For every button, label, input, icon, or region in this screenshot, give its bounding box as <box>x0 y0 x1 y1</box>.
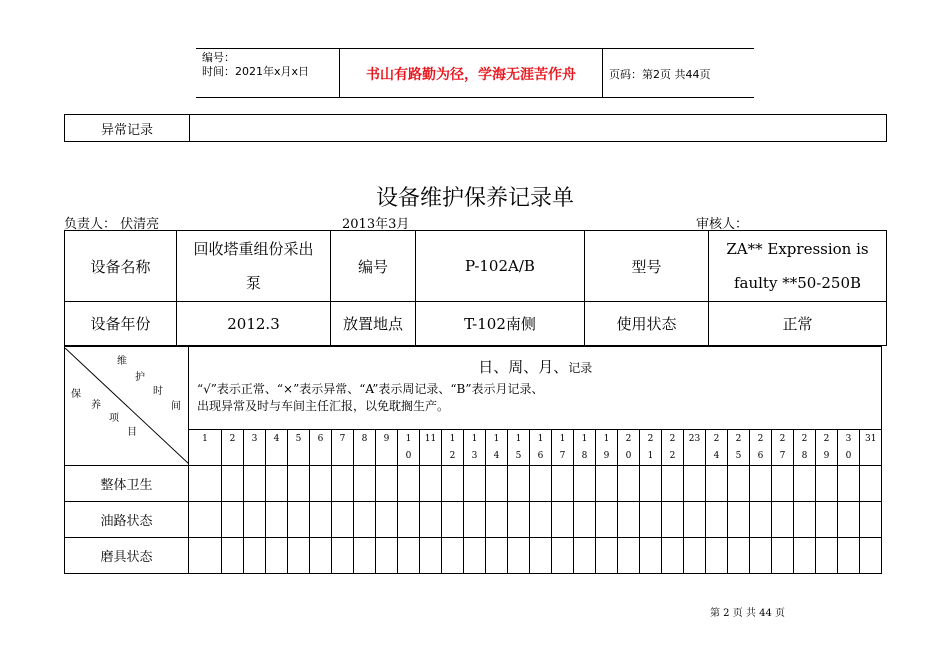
page-label: 页码：第2页 共44页 <box>609 68 711 81</box>
record-cell[interactable] <box>618 466 640 502</box>
legend-title <box>189 356 881 377</box>
day-number: 8 <box>361 434 368 444</box>
day-header-cell <box>222 430 244 466</box>
day-number: 11 <box>424 434 437 444</box>
record-cell[interactable] <box>398 502 420 538</box>
model-value <box>709 231 887 302</box>
legend-title-small: 记录 <box>568 361 593 375</box>
record-cell[interactable] <box>508 502 530 538</box>
record-cell[interactable] <box>574 538 596 574</box>
day-number: 1 <box>405 434 412 444</box>
day-header-cell <box>552 430 574 466</box>
record-cell[interactable] <box>310 502 332 538</box>
day-header-cell <box>310 430 332 466</box>
day-number: 1 <box>559 434 566 444</box>
day-header-cell <box>530 430 552 466</box>
day-number: 0 <box>845 451 852 461</box>
day-header-cell <box>618 430 640 466</box>
abnormal-record-field[interactable] <box>190 115 887 142</box>
record-cell[interactable] <box>508 538 530 574</box>
record-cell[interactable] <box>420 502 442 538</box>
record-cell[interactable] <box>750 502 772 538</box>
day-number: 31 <box>865 434 877 444</box>
day-header-cell <box>860 430 882 466</box>
day-number: 6 <box>537 451 544 461</box>
record-cell[interactable] <box>244 502 266 538</box>
location-label: 放置地点 <box>331 302 416 346</box>
day-header-cell <box>816 430 838 466</box>
diagonal-char: 护 <box>135 372 145 383</box>
record-cell[interactable] <box>486 538 508 574</box>
record-cell[interactable] <box>266 502 288 538</box>
record-cell[interactable] <box>728 538 750 574</box>
record-cell[interactable] <box>838 538 860 574</box>
record-cell[interactable] <box>354 466 376 502</box>
day-header-cell <box>662 430 684 466</box>
day-number: 0 <box>405 451 412 461</box>
record-cell[interactable] <box>442 538 464 574</box>
record-cell[interactable] <box>189 466 222 502</box>
day-number: 0 <box>625 451 632 461</box>
record-cell[interactable] <box>662 538 684 574</box>
record-cell[interactable] <box>794 466 816 502</box>
record-cell[interactable] <box>596 538 618 574</box>
record-cell[interactable] <box>794 502 816 538</box>
day-header-cell <box>398 430 420 466</box>
day-header-cell <box>574 430 596 466</box>
record-cell[interactable] <box>706 466 728 502</box>
day-header-cell <box>794 430 816 466</box>
record-cell[interactable] <box>552 502 574 538</box>
record-cell[interactable] <box>508 466 530 502</box>
equipment-name-line: 回收塔重组份采出 <box>193 240 314 258</box>
day-header-cell <box>288 430 310 466</box>
record-cell[interactable] <box>332 466 354 502</box>
abnormal-record-table <box>64 114 887 142</box>
maintenance-item-row <box>65 466 882 502</box>
day-number: 9 <box>383 434 390 444</box>
record-cell[interactable] <box>310 538 332 574</box>
diagonal-char: 目 <box>127 427 137 438</box>
diagonal-char: 时 <box>153 386 163 397</box>
record-cell[interactable] <box>376 538 398 574</box>
day-number: 5 <box>735 451 742 461</box>
record-cell[interactable] <box>574 502 596 538</box>
day-header-cell <box>640 430 662 466</box>
motto: 书山有路勤为径，学海无涯苦作舟 <box>366 67 576 83</box>
day-header-cell <box>750 430 772 466</box>
day-header-cell <box>706 430 728 466</box>
record-cell[interactable] <box>662 502 684 538</box>
record-cell[interactable] <box>750 466 772 502</box>
page-header <box>196 48 754 98</box>
day-number: 2 <box>625 434 632 444</box>
day-number: 8 <box>801 451 808 461</box>
equipment-year-value: 2012.3 <box>177 302 331 346</box>
day-number: 1 <box>449 434 456 444</box>
day-header-cell <box>838 430 860 466</box>
day-number: 4 <box>493 451 500 461</box>
day-number: 1 <box>581 434 588 444</box>
day-number: 7 <box>559 451 566 461</box>
record-cell[interactable] <box>464 538 486 574</box>
day-header-cell <box>354 430 376 466</box>
day-number: 9 <box>823 451 830 461</box>
record-cell[interactable] <box>244 538 266 574</box>
day-number: 4 <box>273 434 280 444</box>
record-cell[interactable] <box>530 466 552 502</box>
record-cell[interactable] <box>266 538 288 574</box>
record-cell[interactable] <box>816 466 838 502</box>
day-number: 2 <box>449 451 456 461</box>
day-number: 2 <box>713 434 720 444</box>
record-cell[interactable] <box>398 538 420 574</box>
record-cell[interactable] <box>354 502 376 538</box>
maintenance-item-label: 油路状态 <box>65 502 189 538</box>
record-cell[interactable] <box>640 502 662 538</box>
equipment-name-line: 泵 <box>245 274 261 292</box>
day-number: 3 <box>251 434 258 444</box>
record-cell[interactable] <box>684 502 706 538</box>
record-cell[interactable] <box>772 466 794 502</box>
day-header-cell <box>508 430 530 466</box>
time-label: 时间：2021年x月x日 <box>202 65 310 78</box>
record-cell[interactable] <box>288 466 310 502</box>
record-cell[interactable] <box>288 538 310 574</box>
record-cell[interactable] <box>189 538 222 574</box>
record-date: 2013年3月 <box>342 217 410 232</box>
day-number: 2 <box>779 434 786 444</box>
diagonal-char: 项 <box>109 413 119 424</box>
day-number: 2 <box>757 434 764 444</box>
record-cell[interactable] <box>332 502 354 538</box>
record-cell[interactable] <box>838 466 860 502</box>
day-number: 2 <box>669 434 676 444</box>
status-label: 使用状态 <box>585 302 709 346</box>
status-value: 正常 <box>709 302 887 346</box>
record-cell[interactable] <box>838 502 860 538</box>
day-number: 23 <box>688 434 701 444</box>
number-label: 编号： <box>202 51 235 64</box>
day-number: 1 <box>493 434 500 444</box>
record-cell[interactable] <box>222 466 244 502</box>
record-cell[interactable] <box>772 538 794 574</box>
record-cell[interactable] <box>464 502 486 538</box>
maintenance-item-row <box>65 538 882 574</box>
day-header-cell <box>464 430 486 466</box>
day-header-cell <box>266 430 288 466</box>
record-cell[interactable] <box>662 466 684 502</box>
day-number: 5 <box>295 434 302 444</box>
record-cell[interactable] <box>464 466 486 502</box>
day-number: 2 <box>801 434 808 444</box>
day-number: 9 <box>603 451 610 461</box>
record-cell[interactable] <box>442 466 464 502</box>
header-divider <box>602 49 603 97</box>
record-cell[interactable] <box>288 502 310 538</box>
record-cell[interactable] <box>530 502 552 538</box>
day-number: 1 <box>202 434 208 444</box>
day-header-cell <box>420 430 442 466</box>
day-number: 7 <box>339 434 346 444</box>
record-cell[interactable] <box>684 538 706 574</box>
day-number: 1 <box>515 434 522 444</box>
maintenance-item-row <box>65 502 882 538</box>
record-cell[interactable] <box>728 502 750 538</box>
diagonal-char: 维 <box>117 356 127 367</box>
record-cell[interactable] <box>860 502 882 538</box>
record-cell[interactable] <box>640 538 662 574</box>
record-cell[interactable] <box>552 538 574 574</box>
record-cell[interactable] <box>530 538 552 574</box>
record-cell[interactable] <box>816 502 838 538</box>
record-cell[interactable] <box>860 466 882 502</box>
model-line: ZA** Expression is <box>726 240 869 258</box>
day-header-cell <box>486 430 508 466</box>
day-number: 2 <box>669 451 676 461</box>
record-cell[interactable] <box>398 466 420 502</box>
model-label: 型号 <box>585 231 709 302</box>
header-meta <box>202 51 309 79</box>
day-header-cell <box>596 430 618 466</box>
day-number: 2 <box>823 434 830 444</box>
maintenance-item-label: 磨具状态 <box>65 538 189 574</box>
record-cell[interactable] <box>332 538 354 574</box>
record-cell[interactable] <box>706 538 728 574</box>
record-cell[interactable] <box>772 502 794 538</box>
day-number: 5 <box>515 451 522 461</box>
day-header-cell <box>728 430 750 466</box>
record-cell[interactable] <box>618 502 640 538</box>
day-number: 4 <box>713 451 720 461</box>
maintenance-record-table <box>64 346 882 574</box>
record-cell[interactable] <box>596 466 618 502</box>
equipment-year-label: 设备年份 <box>65 302 177 346</box>
equipment-name-label: 设备名称 <box>65 231 177 302</box>
diagonal-char: 间 <box>171 401 181 412</box>
record-cell[interactable] <box>266 466 288 502</box>
record-cell[interactable] <box>376 466 398 502</box>
day-number: 1 <box>471 434 478 444</box>
record-cell[interactable] <box>244 466 266 502</box>
record-cell[interactable] <box>596 502 618 538</box>
record-cell[interactable] <box>684 466 706 502</box>
day-number: 3 <box>845 434 852 444</box>
diagonal-char: 保 <box>71 389 81 400</box>
day-number: 8 <box>581 451 588 461</box>
record-cell[interactable] <box>816 538 838 574</box>
record-cell[interactable] <box>222 502 244 538</box>
day-header-cell <box>189 430 222 466</box>
day-number: 3 <box>471 451 478 461</box>
day-number: 1 <box>537 434 544 444</box>
day-number: 1 <box>603 434 610 444</box>
day-number: 6 <box>757 451 764 461</box>
record-cell[interactable] <box>750 538 772 574</box>
day-number: 1 <box>647 451 654 461</box>
day-header-cell <box>244 430 266 466</box>
legend-line: 出现异常及时与车间主任汇报，以免耽搁生产。 <box>197 399 450 413</box>
day-number: 2 <box>229 434 236 444</box>
record-cell[interactable] <box>420 466 442 502</box>
maintenance-item-label: 整体卫生 <box>65 466 189 502</box>
record-cell[interactable] <box>222 538 244 574</box>
record-cell[interactable] <box>420 538 442 574</box>
record-cell[interactable] <box>486 466 508 502</box>
model-line: faulty **50-250B <box>733 274 862 292</box>
record-cell[interactable] <box>640 466 662 502</box>
day-number: 2 <box>647 434 654 444</box>
responsible-person: 负责人： 伏清亮 <box>64 217 160 232</box>
page-title: 设备维护保养记录单 <box>375 186 574 211</box>
day-number: 7 <box>779 451 786 461</box>
record-cell[interactable] <box>442 502 464 538</box>
record-cell[interactable] <box>552 466 574 502</box>
day-header-cell <box>376 430 398 466</box>
diagonal-char: 养 <box>91 400 101 411</box>
abnormal-record-label: 异常记录 <box>65 115 190 142</box>
record-cell[interactable] <box>794 538 816 574</box>
record-cell[interactable] <box>618 538 640 574</box>
day-number: 6 <box>317 434 324 444</box>
record-cell[interactable] <box>376 502 398 538</box>
day-number: 2 <box>735 434 742 444</box>
record-cell[interactable] <box>728 466 750 502</box>
reviewer: 审核人： <box>696 217 749 232</box>
record-cell[interactable] <box>486 502 508 538</box>
day-header-cell <box>684 430 706 466</box>
record-cell[interactable] <box>574 466 596 502</box>
day-header-cell <box>772 430 794 466</box>
legend-cell <box>189 347 882 430</box>
location-value: T-102南侧 <box>416 302 585 346</box>
diagonal-header <box>65 348 189 464</box>
record-cell[interactable] <box>354 538 376 574</box>
page-footer: 第 2 页 共 44 页 <box>710 608 785 619</box>
number-label: 编号 <box>331 231 416 302</box>
record-cell[interactable] <box>189 502 222 538</box>
record-cell[interactable] <box>860 538 882 574</box>
legend-title-main: 日、周、月、 <box>478 358 569 376</box>
record-cell[interactable] <box>706 502 728 538</box>
day-header-cell <box>442 430 464 466</box>
day-header-cell <box>332 430 354 466</box>
record-cell[interactable] <box>310 466 332 502</box>
equipment-name-value <box>177 231 331 302</box>
equipment-info-table <box>64 230 887 346</box>
number-value: P-102A/B <box>416 231 585 302</box>
legend-line: “√”表示正常、“×”表示异常、“A”表示周记录、“B”表示月记录、 <box>197 382 544 396</box>
diagonal-header-cell <box>65 347 189 466</box>
